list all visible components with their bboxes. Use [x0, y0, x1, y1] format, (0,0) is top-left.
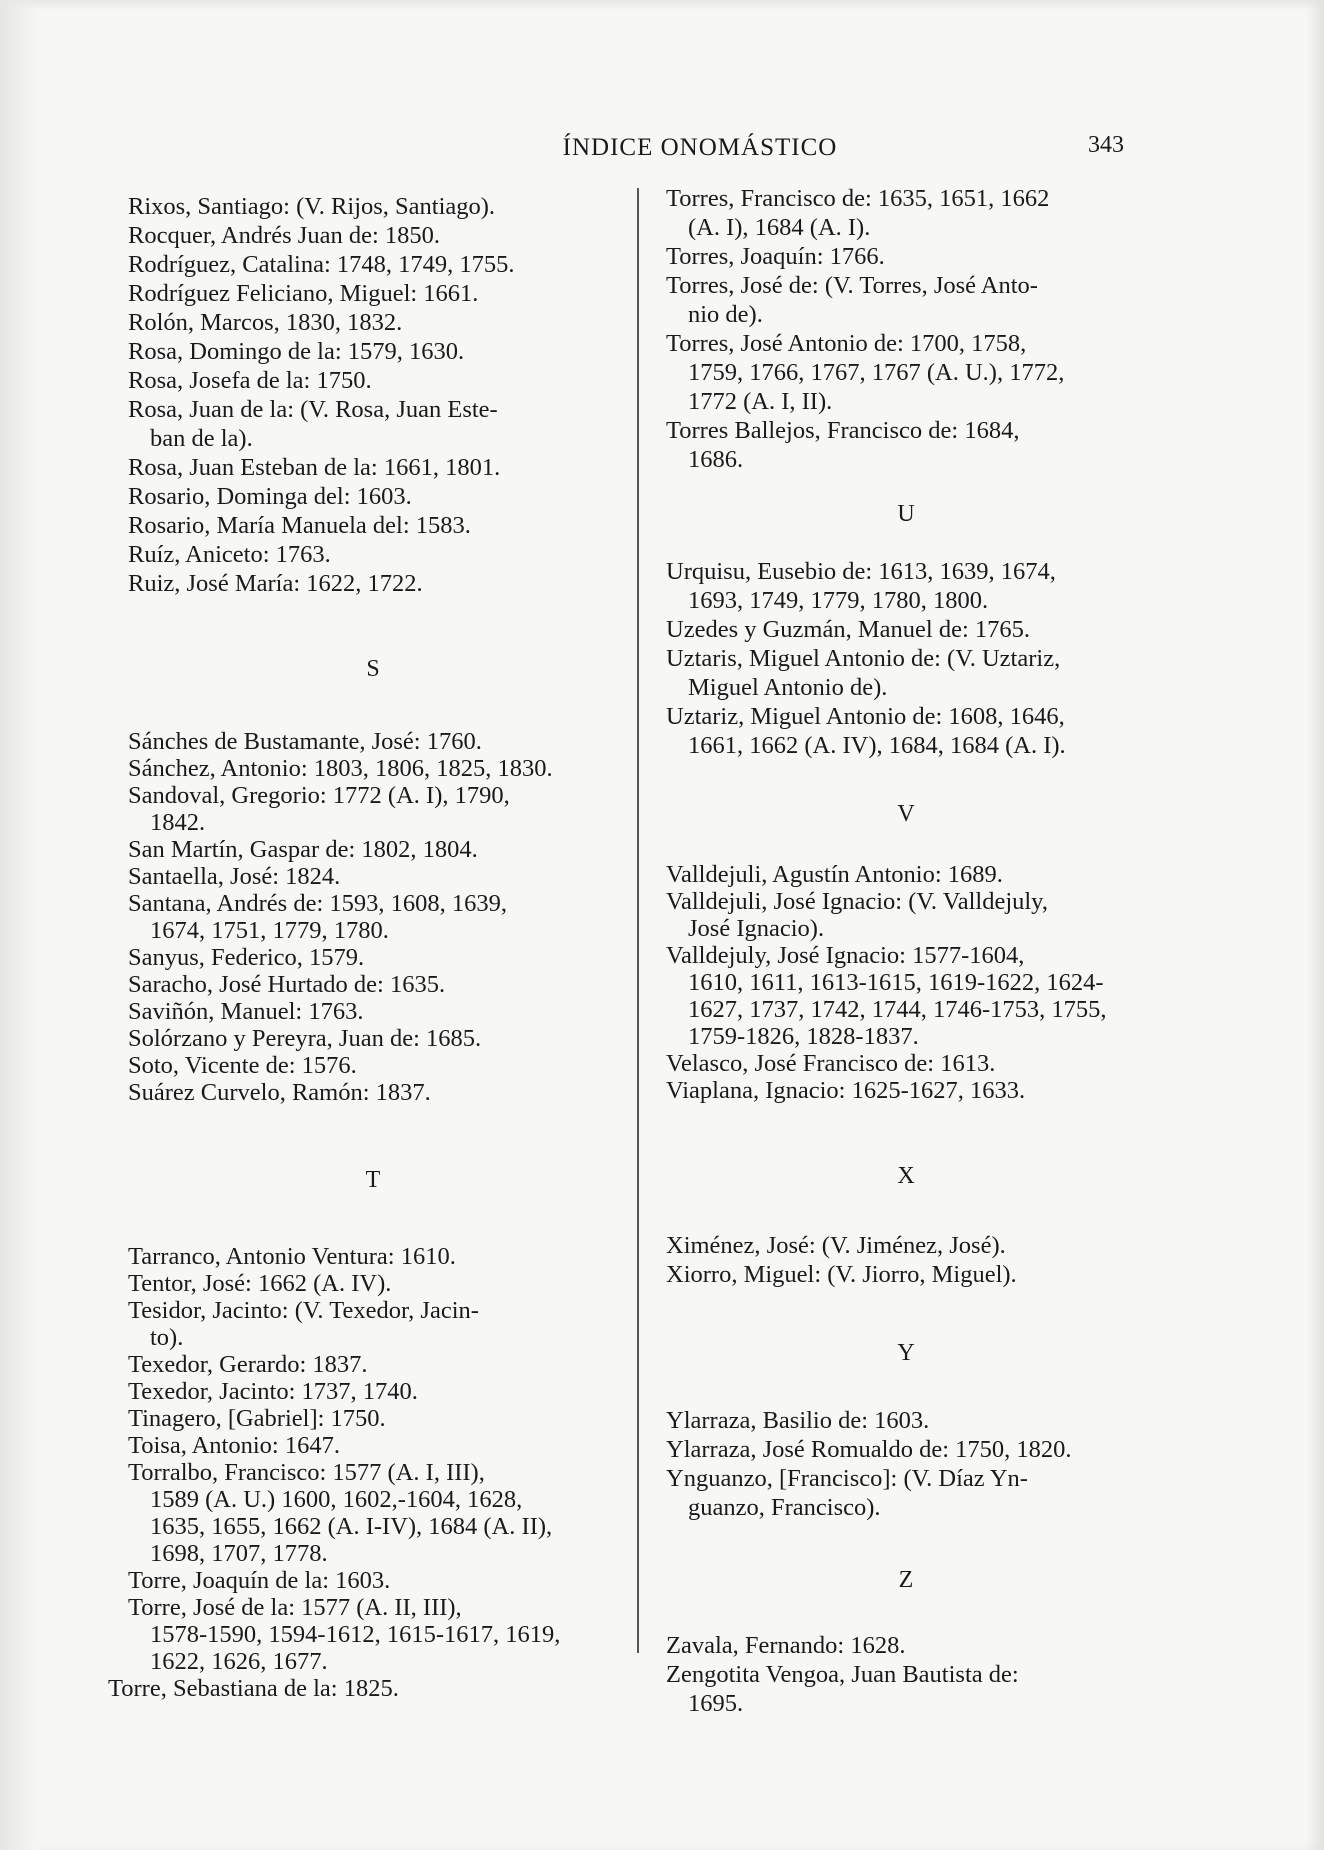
index-block-u — [666, 557, 1146, 760]
index-entry: Ruíz, Aniceto: 1763. — [128, 541, 331, 568]
section-letter-s: S — [366, 656, 380, 682]
index-entry: Xiorro, Miguel: (V. Jiorro, Miguel). — [666, 1261, 1017, 1288]
index-entry: Valldejuly, José Ignacio: 1577-1604, 1610, 1611, 1613-1615, 1619-1622, 1624- 1627, 1737, 1742, 1744, 1746-1753, 1755, 1759-1826, 1828-1837. — [666, 942, 1107, 1050]
index-entry: Rodríguez Feliciano, Miguel: 1661. — [128, 280, 479, 307]
index-entry: Torres, Joaquín: 1766. — [666, 243, 885, 270]
index-block-x — [666, 1231, 1146, 1289]
section-letter-y: Y — [897, 1340, 915, 1366]
index-entry: Valldejuli, José Ignacio: (V. Valldejuly, José Ignacio). — [666, 888, 1048, 942]
index-entry: Sanyus, Federico, 1579. — [128, 944, 365, 971]
index-entry: Texedor, Jacinto: 1737, 1740. — [128, 1378, 418, 1405]
index-block-z — [666, 1631, 1146, 1718]
index-entry: Rosa, Josefa de la: 1750. — [128, 367, 372, 394]
index-entry: Ylarraza, José Romualdo de: 1750, 1820. — [666, 1436, 1072, 1463]
page-top-shadow — [0, 0, 1324, 10]
section-letter-u: U — [897, 501, 915, 527]
index-entry: Torre, Joaquín de la: 1603. — [128, 1567, 391, 1594]
page-number: 343 — [1088, 132, 1124, 158]
index-entry: Zavala, Fernando: 1628. — [666, 1632, 906, 1659]
right-column — [666, 184, 1146, 1718]
index-entry: Viaplana, Ignacio: 1625-1627, 1633. — [666, 1077, 1026, 1104]
section-letter-x: X — [897, 1163, 915, 1189]
index-entry: Suárez Curvelo, Ramón: 1837. — [128, 1079, 431, 1106]
index-entry: Rocquer, Andrés Juan de: 1850. — [128, 222, 441, 249]
index-entry: Rosa, Juan de la: (V. Rosa, Juan Este- ban de la). — [128, 396, 498, 452]
index-entry: Ruiz, José María: 1622, 1722. — [128, 570, 423, 597]
section-letter-v: V — [897, 801, 915, 827]
index-entry: Rosario, Dominga del: 1603. — [128, 483, 412, 510]
index-entry: Rosa, Domingo de la: 1579, 1630. — [128, 338, 465, 365]
index-entry: Zengotita Vengoa, Juan Bautista de: 1695. — [666, 1661, 1019, 1717]
index-entry: Santana, Andrés de: 1593, 1608, 1639, 1674, 1751, 1779, 1780. — [128, 890, 508, 944]
left-column — [108, 192, 618, 1702]
running-head: ÍNDICE ONOMÁSTICO — [562, 134, 838, 161]
index-entry: Tarranco, Antonio Ventura: 1610. — [128, 1243, 456, 1270]
index-entry: Uzedes y Guzmán, Manuel de: 1765. — [666, 616, 1030, 643]
index-entry: Uztariz, Miguel Antonio de: 1608, 1646, 1661, 1662 (A. IV), 1684, 1684 (A. I). — [666, 703, 1066, 759]
index-entry: Rosa, Juan Esteban de la: 1661, 1801. — [128, 454, 501, 481]
index-entry: Torre, José de la: 1577 (A. II, III), 1578-1590, 1594-1612, 1615-1617, 1619, 1622, 1626, 1677. — [128, 1594, 561, 1675]
index-entry: Toisa, Antonio: 1647. — [128, 1432, 340, 1459]
index-entry: Tentor, José: 1662 (A. IV). — [128, 1270, 392, 1297]
index-entry: Santaella, José: 1824. — [128, 863, 341, 890]
index-entry: Sandoval, Gregorio: 1772 (A. I), 1790, 1842. — [128, 782, 510, 836]
index-entry: Velasco, José Francisco de: 1613. — [666, 1050, 996, 1077]
index-entry: Rosario, María Manuela del: 1583. — [128, 512, 471, 539]
index-entry: Tinagero, [Gabriel]: 1750. — [128, 1405, 386, 1432]
index-entry: Rodríguez, Catalina: 1748, 1749, 1755. — [128, 251, 515, 278]
index-entry: Torres, José de: (V. Torres, José Anto- nio de). — [666, 272, 1038, 328]
index-entry: Ylarraza, Basilio de: 1603. — [666, 1407, 930, 1434]
index-entry: Torres, Francisco de: 1635, 1651, 1662 (A. I), 1684 (A. I). — [666, 185, 1050, 241]
index-entry: Tesidor, Jacinto: (V. Texedor, Jacin- to). — [128, 1297, 479, 1351]
index-entry: Rolón, Marcos, 1830, 1832. — [128, 309, 403, 336]
index-entry: Sánchez, Antonio: 1803, 1806, 1825, 1830. — [128, 755, 553, 782]
index-entry: San Martín, Gaspar de: 1802, 1804. — [128, 836, 478, 863]
index-entry: Torres Ballejos, Francisco de: 1684, 1686. — [666, 417, 1020, 473]
index-entry: Valldejuli, Agustín Antonio: 1689. — [666, 861, 1003, 888]
page-right-shadow — [1306, 0, 1324, 1850]
index-block-r — [128, 192, 618, 598]
index-entry: Soto, Vicente de: 1576. — [128, 1052, 357, 1079]
index-entry: Urquisu, Eusebio de: 1613, 1639, 1674, 1693, 1749, 1779, 1780, 1800. — [666, 558, 1056, 614]
index-block-t-continued — [666, 184, 1146, 474]
index-block-t — [108, 1243, 618, 1702]
index-entry: Uztaris, Miguel Antonio de: (V. Uztariz, Miguel Antonio de). — [666, 645, 1061, 701]
index-entry: Rixos, Santiago: (V. Rijos, Santiago). — [128, 193, 496, 220]
index-block-y — [666, 1406, 1146, 1522]
index-block-s — [128, 728, 618, 1106]
index-entry: Torre, Sebastiana de la: 1825. — [108, 1675, 399, 1702]
column-divider — [637, 188, 639, 1653]
section-letter-z: Z — [898, 1567, 914, 1593]
index-entry: Solórzano y Pereyra, Juan de: 1685. — [128, 1025, 482, 1052]
index-entry: Ynguanzo, [Francisco]: (V. Díaz Yn- guanzo, Francisco). — [666, 1465, 1028, 1521]
index-entry: Ximénez, José: (V. Jiménez, José). — [666, 1232, 1006, 1259]
index-entry: Torralbo, Francisco: 1577 (A. I, III), 1589 (A. U.) 1600, 1602,-1604, 1628, 1635, 1655, 1662 (A. I-IV), 1684 (A. II), 1698, 1707, 1778. — [128, 1459, 553, 1567]
page-edge-shadow — [0, 0, 46, 1850]
index-entry: Saracho, José Hurtado de: 1635. — [128, 971, 446, 998]
index-entry: Torres, José Antonio de: 1700, 1758, 1759, 1766, 1767, 1767 (A. U.), 1772, 1772 (A. I, II). — [666, 330, 1065, 415]
section-letter-t: T — [365, 1167, 381, 1193]
index-block-v — [666, 861, 1146, 1104]
index-entry: Texedor, Gerardo: 1837. — [128, 1351, 368, 1378]
index-entry: Saviñón, Manuel: 1763. — [128, 998, 364, 1025]
index-entry: Sánches de Bustamante, José: 1760. — [128, 728, 482, 755]
